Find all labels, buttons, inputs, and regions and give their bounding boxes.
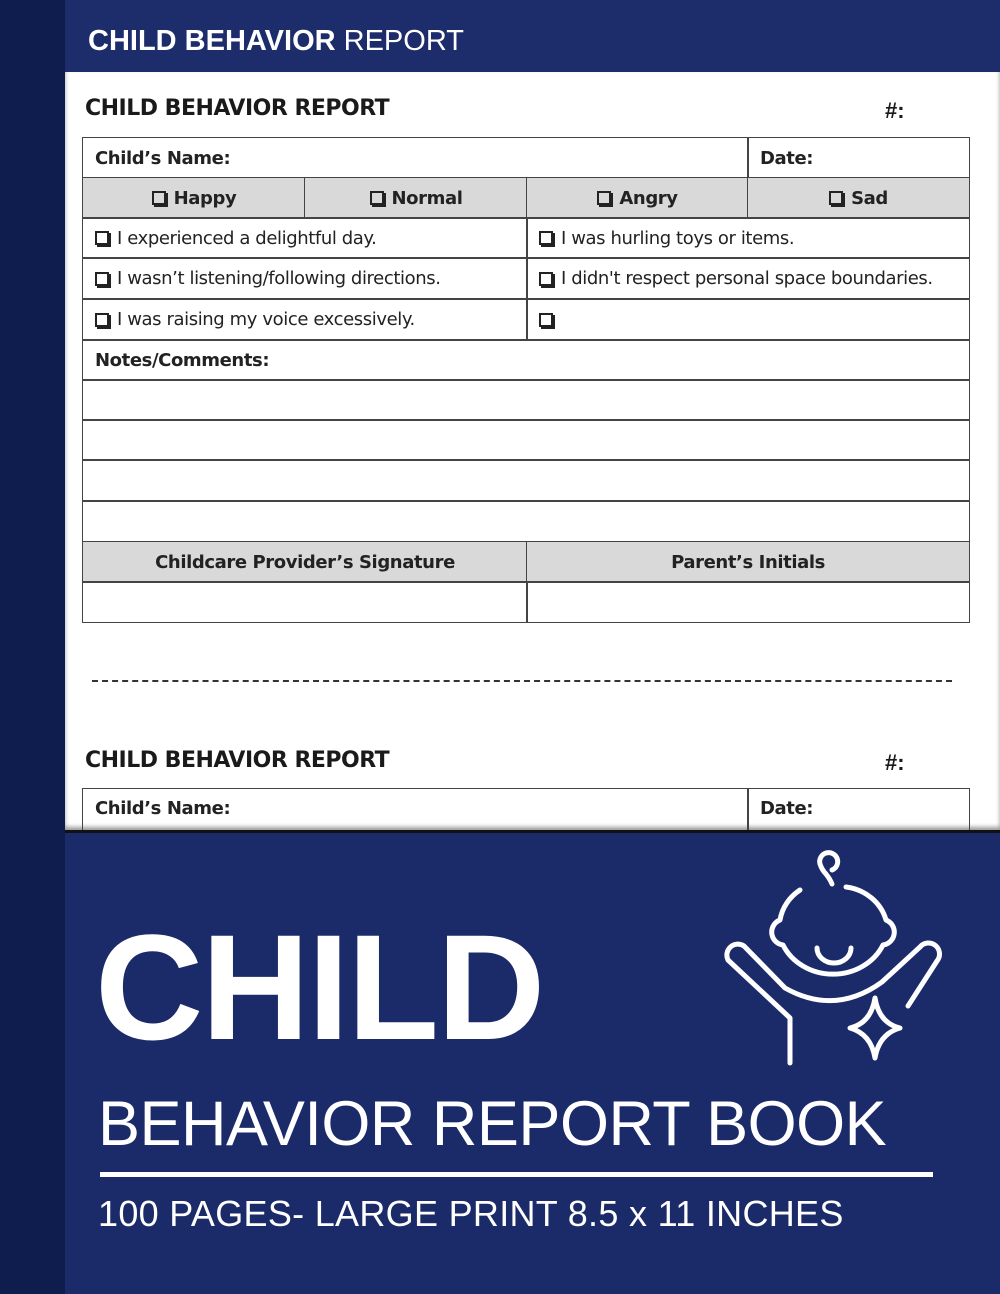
signature-header	[82, 541, 528, 583]
date-field-2	[747, 788, 970, 833]
checkbox-icon	[829, 191, 843, 205]
notes-line	[82, 419, 970, 461]
checkbox-icon	[95, 313, 109, 327]
mood-sad	[747, 177, 970, 219]
checkbox-icon	[539, 272, 553, 286]
notes-label: Notes/Comments:	[95, 349, 270, 371]
banner-title-bold: CHILD BEHAVIOR	[88, 25, 336, 57]
number-label-2: #:	[885, 750, 905, 775]
behavior-label: I experienced a delightful day.	[117, 227, 377, 249]
checkbox-icon	[95, 231, 109, 245]
number-label: #:	[885, 98, 905, 123]
childs-name-label: Child’s Name:	[95, 798, 231, 819]
initials-header	[526, 541, 970, 583]
banner-title-light: REPORT	[343, 25, 464, 57]
behavior-item	[82, 298, 528, 341]
behavior-item	[82, 217, 528, 259]
childs-name-label: Child’s Name:	[95, 147, 231, 169]
behavior-item	[526, 257, 970, 300]
checkbox-icon	[539, 231, 553, 245]
childs-name-field	[82, 137, 749, 179]
initials-label: Parent’s Initials	[671, 551, 825, 573]
behavior-label: I wasn’t listening/following directions.	[117, 268, 441, 289]
mood-happy	[82, 177, 306, 219]
behavior-item-blank	[526, 298, 970, 341]
mood-angry	[526, 177, 749, 219]
date-label: Date:	[760, 798, 814, 819]
mood-label: Sad	[851, 187, 888, 209]
behavior-label: I didn't respect personal space boundaries.	[561, 268, 933, 289]
behavior-label: I was hurling toys or items.	[561, 227, 795, 249]
cover-details: 100 PAGES- LARGE PRINT 8.5 x 11 INCHES	[98, 1193, 844, 1234]
behavior-item	[526, 217, 970, 259]
checkbox-icon	[597, 191, 611, 205]
cut-line	[92, 680, 952, 682]
date-field	[747, 137, 970, 179]
checkbox-icon	[152, 191, 166, 205]
initials-box	[526, 581, 970, 623]
mood-label: Normal	[391, 187, 463, 209]
mood-label: Angry	[619, 187, 678, 209]
mood-label: Happy	[173, 187, 237, 209]
checkbox-icon	[95, 272, 109, 286]
behavior-item	[82, 257, 528, 300]
divider	[100, 1172, 933, 1177]
checkbox-icon	[370, 191, 384, 205]
behavior-label: I was raising my voice excessively.	[117, 309, 415, 330]
signature-box	[82, 581, 528, 623]
childs-name-field-2	[82, 788, 749, 833]
top-banner	[65, 0, 1000, 72]
mood-normal	[304, 177, 528, 219]
baby-icon	[715, 848, 945, 1073]
notes-line	[82, 500, 970, 543]
cover-subtitle: BEHAVIOR REPORT BOOK	[98, 1089, 887, 1159]
book-spine	[0, 0, 65, 1294]
notes-line	[82, 459, 970, 502]
form-title-2: CHILD BEHAVIOR REPORT	[85, 748, 390, 773]
notes-header	[82, 339, 970, 381]
signature-label: Childcare Provider’s Signature	[155, 551, 455, 573]
cover-title: CHILD	[95, 903, 544, 1071]
form-title: CHILD BEHAVIOR REPORT	[85, 96, 390, 121]
date-label: Date:	[760, 147, 814, 169]
notes-line	[82, 379, 970, 421]
checkbox-icon	[539, 313, 553, 327]
